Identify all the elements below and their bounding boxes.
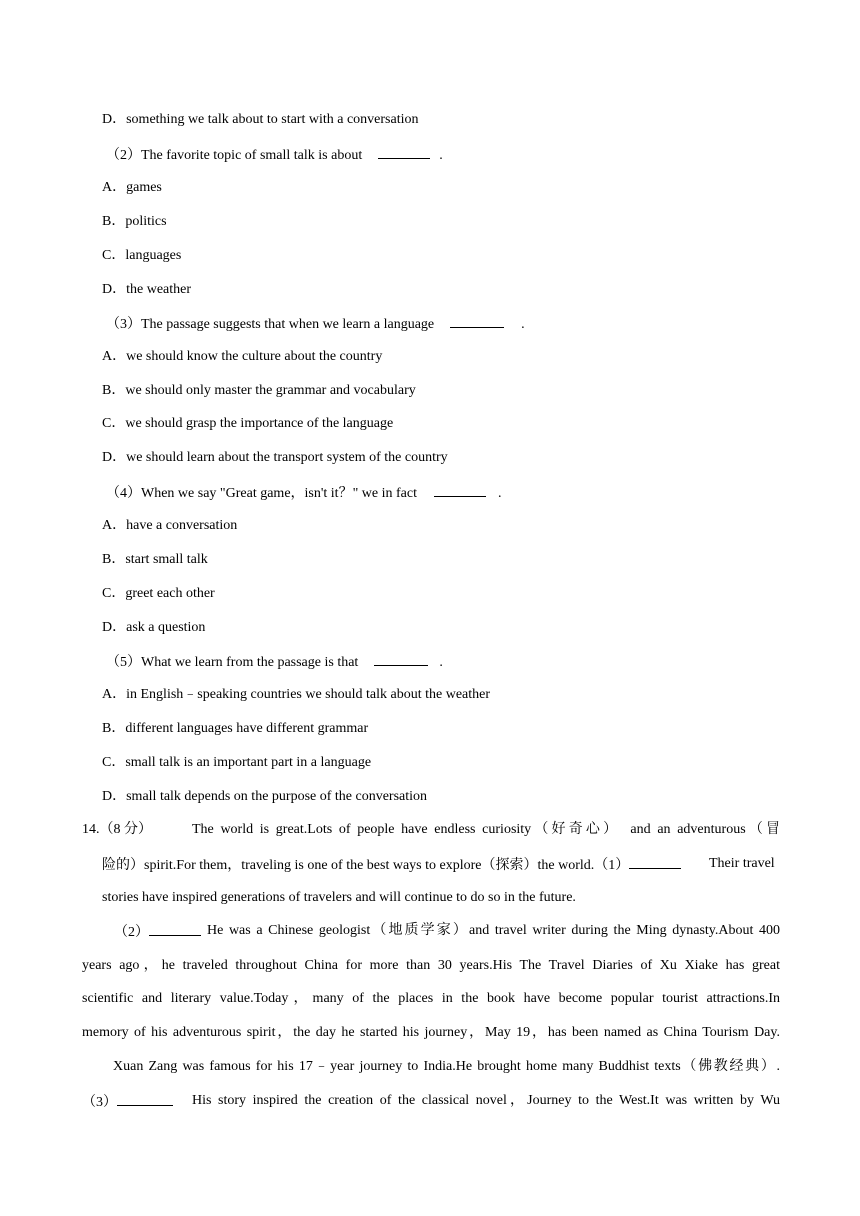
question-text: （5）What we learn from the passage is that: [106, 655, 359, 670]
answer-blank-1: [629, 854, 681, 869]
passage-line: [114, 921, 201, 943]
question-end: .: [497, 486, 502, 501]
option-b: B．we should only master the grammar and vocabulary: [102, 383, 416, 398]
passage-text: 险的）spirit.For them，traveling is one of the best ways to explore（探索）the world.（1）: [102, 858, 630, 873]
passage-line: memory of his adventurous spirit，the day he started his journey，May 19，has been named as China Tourism Day.: [82, 1025, 780, 1040]
question-text: （2）The favorite topic of small talk is about: [106, 148, 363, 163]
passage-line: stories have inspired generations of travelers and will continue to do so in the future.: [102, 890, 576, 905]
question-number: 14.（8 分）: [82, 822, 152, 837]
answer-blank: [450, 313, 504, 328]
option-a: A．games: [102, 180, 162, 195]
passage-line: [102, 854, 681, 876]
option-d: D．small talk depends on the purpose of the conversation: [102, 789, 428, 804]
option-d: D．the weather: [102, 282, 192, 297]
option-c: C．we should grasp the importance of the language: [102, 416, 394, 431]
passage-line: scientific and literary value.Today，many of the places in the book have become popular tourist attractions.In: [82, 991, 780, 1006]
question-4: [106, 482, 501, 504]
question-2: [106, 144, 443, 166]
option-b: B．start small talk: [102, 552, 208, 567]
option-d: D．something we talk about to start with a conversation: [102, 112, 419, 127]
passage-line: Xuan Zang was famous for his 17﹣year journey to India.He brought home many Buddhist texts（佛教经典）.: [113, 1059, 780, 1074]
passage-line: His story inspired the creation of the classical novel，Journey to the West.It was written by Wu: [192, 1093, 780, 1108]
answer-blank: [374, 651, 428, 666]
question-end: .: [521, 317, 525, 332]
answer-blank: [434, 482, 486, 497]
option-c: C．greet each other: [102, 586, 215, 601]
option-a: A．have a conversation: [102, 518, 238, 533]
option-d: D．we should learn about the transport system of the country: [102, 450, 448, 465]
question-text: （4）When we say "Great game，isn't it？" we in fact: [106, 486, 417, 501]
option-b: B．different languages have different grammar: [102, 721, 369, 736]
option-a: A．we should know the culture about the country: [102, 349, 383, 364]
passage-line: The world is great.Lots of people have endless curiosity（好奇心） and an adventurous（冒: [192, 822, 780, 837]
question-end: .: [439, 148, 443, 163]
passage-line: [82, 1091, 173, 1113]
option-c: C．small talk is an important part in a language: [102, 755, 372, 770]
blank-label: （3）: [82, 1095, 117, 1110]
option-b: B．politics: [102, 214, 167, 229]
passage-line: He was a Chinese geologist（地质学家）and travel writer during the Ming dynasty.About 400: [207, 923, 780, 938]
answer-blank: [378, 144, 430, 159]
blank-label: （2）: [114, 925, 149, 940]
answer-blank-3: [117, 1091, 173, 1106]
option-c: C．languages: [102, 248, 182, 263]
question-3: [106, 313, 525, 335]
answer-blank-2: [149, 921, 201, 936]
passage-line: years ago，he traveled throughout China for more than 30 years.His The Travel Diaries of Xu Xiake has great: [82, 958, 780, 973]
option-d: D．ask a question: [102, 620, 206, 635]
question-text: （3）The passage suggests that when we learn a language: [106, 317, 435, 332]
question-5: [106, 651, 443, 673]
passage-line: Their travel: [709, 856, 775, 871]
option-a: A．in English﹣speaking countries we should talk about the weather: [102, 687, 491, 702]
question-end: .: [439, 655, 443, 670]
